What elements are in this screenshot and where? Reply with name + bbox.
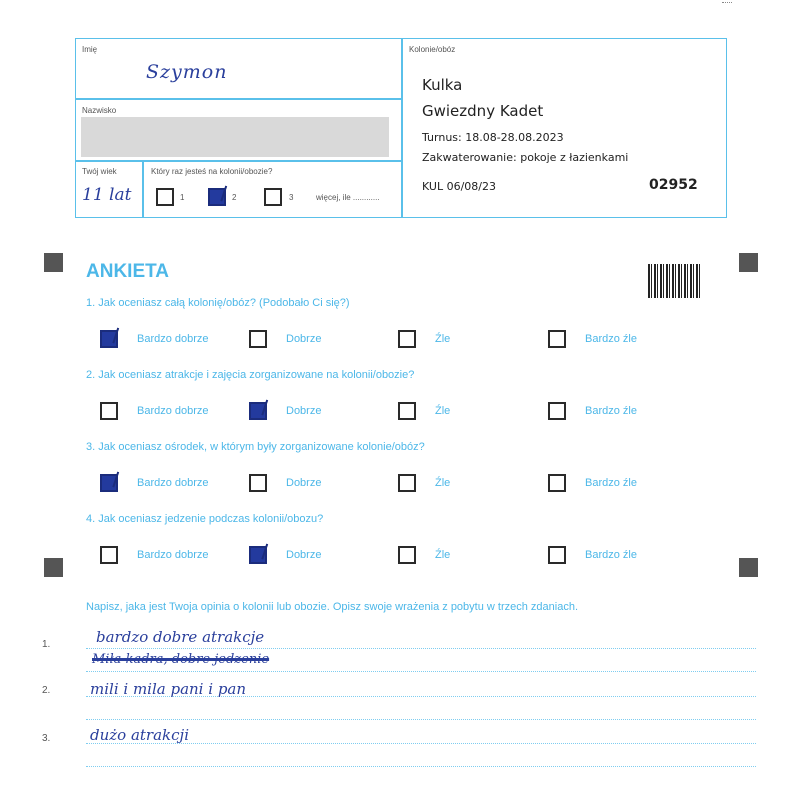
camp-number: 02952 [649,177,698,193]
barcode [648,264,702,298]
answer-checkbox[interactable] [249,546,267,564]
answer-option-label: Bardzo dobrze [137,549,209,561]
answer-checkbox[interactable] [100,330,118,348]
answer-option-label: Dobrze [286,333,322,345]
surname-redaction [81,117,389,157]
answer-checkbox[interactable] [100,546,118,564]
answer-option-label: Źle [435,405,451,417]
answer-option-label: Źle [435,477,451,489]
surname-label: Nazwisko [82,106,117,115]
answer-option-label: Bardzo źle [585,405,637,417]
header-divider-surname [76,160,401,162]
visit-checkbox-1[interactable] [156,188,174,206]
answer-option-label: Źle [435,333,451,345]
answer-option-label: Bardzo dobrze [137,405,209,417]
survey-title: ANKIETA [86,261,170,282]
visit-label: Który raz jesteś na kolonii/obozie? [151,167,273,176]
answer-checkbox[interactable] [249,474,267,492]
answer-1[interactable]: bardzo dobre atrakcje [96,628,265,646]
answer-option-label: Dobrze [286,477,322,489]
line-number: 1. [42,639,51,650]
question-text: 4. Jak oceniasz jedzenie podczas kolonii/obozu? [86,513,324,525]
scan-speck [722,2,732,9]
answer-checkbox[interactable] [398,402,416,420]
answer-checkbox[interactable] [398,474,416,492]
camp-name: Gwiezdny Kadet [422,102,544,120]
answer-checkbox[interactable] [548,546,566,564]
answer-struck: Miła kadra, dobre jedzenie [92,652,270,667]
answer-checkbox[interactable] [100,402,118,420]
answer-option-label: Bardzo dobrze [137,333,209,345]
answer-checkbox[interactable] [398,546,416,564]
visit-option-1: 1 [180,193,185,202]
name-value[interactable]: Szymon [146,61,228,83]
question-text: 2. Jak oceniasz atrakcje i zajęcia zorganizowane na kolonii/obozie? [86,369,415,381]
line-number: 2. [42,685,51,696]
opinion-prompt: Napisz, jaka jest Twoja opinia o kolonii lub obozie. Opisz swoje wrażenia z pobytu w trzech zdaniach. [86,601,578,613]
answer-option-label: Źle [435,549,451,561]
answer-checkbox[interactable] [548,402,566,420]
line-number: 3. [42,733,51,744]
question-text: 3. Jak oceniasz ośrodek, w którym były zorganizowane kolonie/obóz? [86,441,425,453]
answer-line [86,671,756,672]
name-label: Imię [82,45,98,54]
answer-checkbox[interactable] [249,402,267,420]
answer-checkbox[interactable] [398,330,416,348]
camp-label: Kolonie/obóz [409,45,456,54]
question-text: 1. Jak oceniasz całą kolonię/obóz? (Podobało Ci się?) [86,297,350,309]
visit-checkbox-2[interactable] [208,188,226,206]
answer-line [86,648,756,649]
visit-checkbox-3[interactable] [264,188,282,206]
answer-line [86,766,756,767]
header-divider-age [142,160,144,217]
registration-marker [739,253,758,272]
answer-option-label: Dobrze [286,405,322,417]
answer-option-label: Bardzo dobrze [137,477,209,489]
registration-marker [44,558,63,577]
answer-3[interactable]: dużo atrakcji [90,726,189,744]
answer-option-label: Bardzo źle [585,477,637,489]
answer-option-label: Bardzo źle [585,549,637,561]
camp-place: Kulka [422,76,463,94]
answer-checkbox[interactable] [548,330,566,348]
visit-option-more: więcej, ile ............ [316,193,380,202]
camp-lodging: Zakwaterowanie: pokoje z łazienkami [422,151,629,164]
age-value[interactable]: 11 lat [82,185,132,205]
camp-turnus: Turnus: 18.08-28.08.2023 [422,131,564,144]
answer-2[interactable]: mili i mila pani i pan [90,680,247,698]
camp-code: KUL 06/08/23 [422,180,496,193]
answer-option-label: Bardzo źle [585,333,637,345]
age-label: Twój wiek [82,167,117,176]
registration-marker [739,558,758,577]
visit-option-2: 2 [232,193,237,202]
header-divider-name [76,98,401,100]
answer-option-label: Dobrze [286,549,322,561]
answer-checkbox[interactable] [548,474,566,492]
visit-option-3: 3 [289,193,294,202]
answer-line [86,719,756,720]
header-form [75,38,727,218]
registration-marker [44,253,63,272]
header-divider-main [401,39,403,217]
answer-checkbox[interactable] [100,474,118,492]
answer-checkbox[interactable] [249,330,267,348]
